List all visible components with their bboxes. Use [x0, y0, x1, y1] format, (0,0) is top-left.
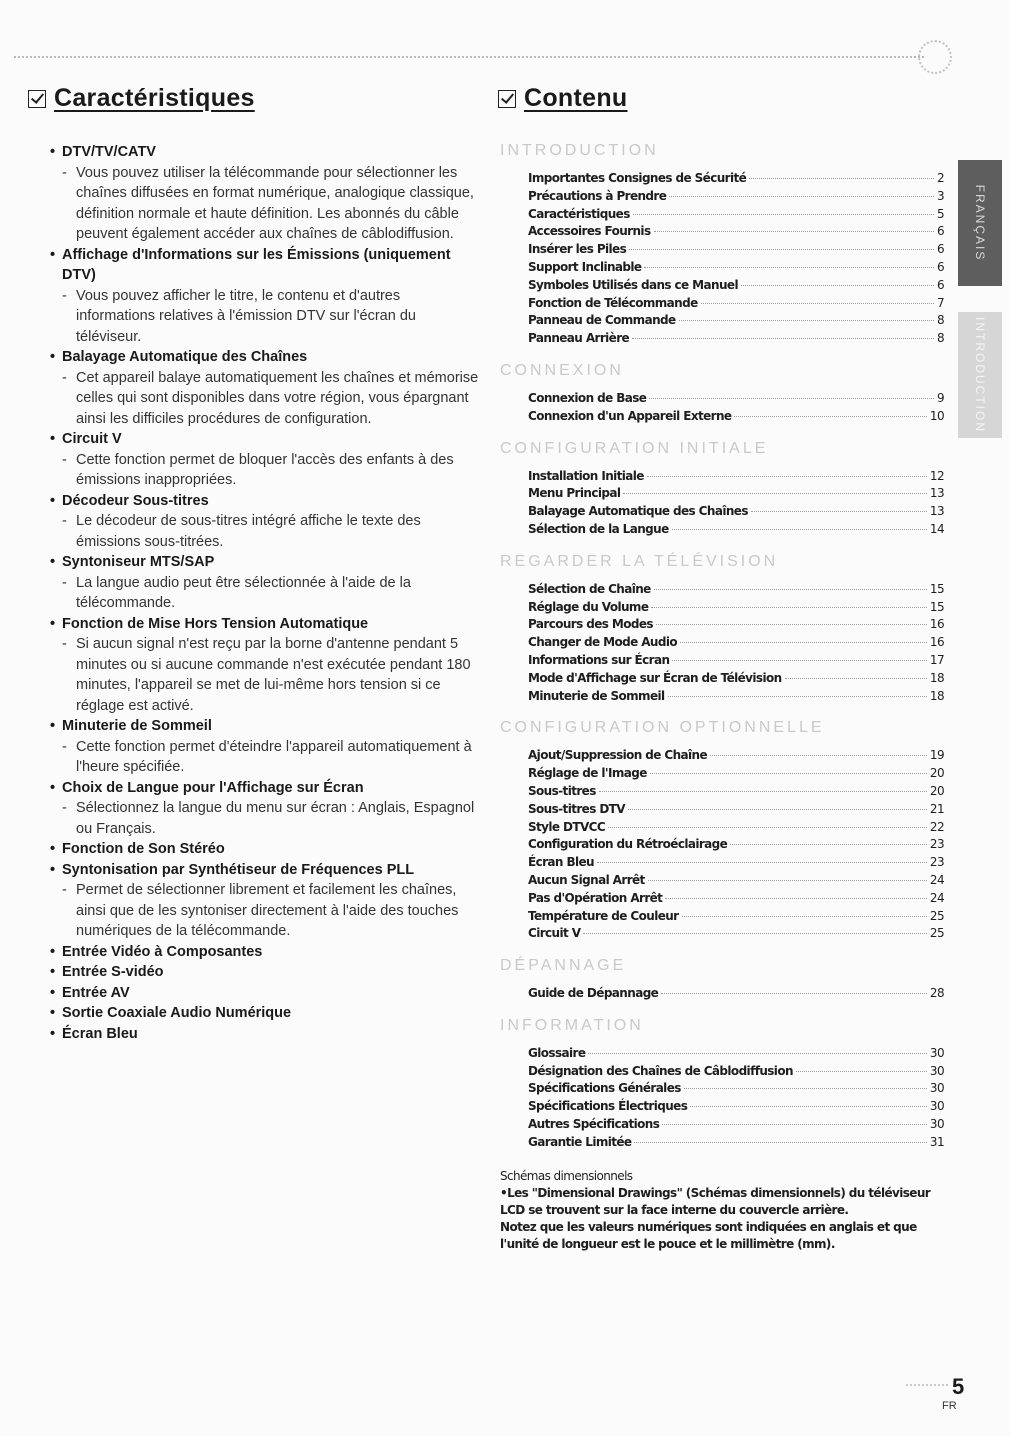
- toc-entry-page: 16: [929, 617, 944, 632]
- toc-leader-dots: [669, 195, 934, 197]
- toc-leader-dots: [796, 1070, 927, 1072]
- feature-item: [50, 839, 480, 860]
- side-tab-language[interactable]: [958, 160, 1002, 286]
- toc-entry[interactable]: [528, 312, 944, 330]
- toc-entry-page: 9: [936, 390, 944, 405]
- feature-item: [50, 552, 480, 614]
- toc-entry-page: 18: [929, 688, 944, 703]
- toc-entry-title: Connexion de Base: [528, 390, 647, 405]
- toc-entry-title: Pas d'Opération Arrêt: [528, 890, 663, 905]
- toc-entry-page: 7: [936, 295, 944, 310]
- toc-entry[interactable]: [528, 259, 944, 277]
- feature-description: - Vous pouvez utiliser la télécommande pour sélectionner les chaînes diffusées en format numérique, analogique classique, définition normale et haute définition. Les abonnés du câble peuvent également accéder aux chaînes de câblodiffusion.: [51, 163, 480, 245]
- toc-entry[interactable]: [528, 765, 944, 783]
- toc-entry-page: 13: [929, 486, 944, 501]
- feature-title: • Choix de Langue pour l'Affichage sur Écran: [50, 778, 480, 799]
- toc-entry-title: Minuterie de Sommeil: [528, 688, 665, 703]
- toc-entry-title: Menu Principal: [528, 486, 621, 501]
- toc-leader-dots: [608, 826, 927, 828]
- toc-entry-page: 6: [936, 277, 944, 292]
- checkbox-icon: [28, 90, 46, 108]
- toc-leader-dots: [661, 992, 927, 994]
- toc-leader-dots: [672, 528, 927, 530]
- toc-leader-dots: [672, 659, 927, 661]
- toc-entry-page: 16: [929, 635, 944, 650]
- toc-entry-title: Sélection de la Langue: [528, 521, 669, 536]
- toc-entry[interactable]: [528, 1045, 944, 1063]
- toc-entry[interactable]: [528, 616, 944, 634]
- side-tab-language-label: FRANÇAIS: [973, 184, 987, 262]
- schemas-line-1: •Les "Dimensional Drawings" (Schémas dimensionnels) du téléviseur LCD se trouvent sur la face interne du couvercle arrière.: [500, 1186, 931, 1217]
- features-list: [50, 142, 480, 1044]
- toc-entry[interactable]: [528, 390, 944, 408]
- toc-entry[interactable]: [528, 581, 944, 599]
- feature-item: [50, 245, 480, 348]
- toc-entry[interactable]: [528, 652, 944, 670]
- toc-leader-dots: [749, 177, 934, 179]
- toc-leader-dots: [751, 510, 927, 512]
- toc-items: [528, 985, 944, 1003]
- toc-entry-page: 22: [929, 819, 944, 834]
- checkbox-icon: [498, 90, 516, 108]
- toc-entry-page: 25: [929, 926, 944, 941]
- toc-entry-page: 24: [929, 890, 944, 905]
- feature-description: - Vous pouvez afficher le titre, le contenu et d'autres informations relatives à l'émission DTV sur l'écran du téléviseur.: [51, 286, 480, 348]
- toc-entry-title: Guide de Dépannage: [528, 986, 659, 1001]
- toc-entry-title: Ajout/Suppression de Chaîne: [528, 748, 708, 763]
- feature-item: [50, 142, 480, 245]
- toc-leader-dots: [623, 492, 927, 494]
- page-number-rule: [906, 1384, 948, 1386]
- toc-leader-dots: [583, 932, 927, 934]
- feature-item: [50, 860, 480, 942]
- toc-entry-page: 15: [929, 581, 944, 596]
- feature-item: [50, 347, 480, 429]
- toc-leader-dots: [651, 606, 927, 608]
- toc-entry-title: Écran Bleu: [528, 855, 594, 870]
- toc-section: [500, 140, 950, 348]
- toc-entry-title: Autres Spécifications: [528, 1117, 660, 1132]
- toc-leader-dots: [633, 213, 934, 215]
- contents-title: Contenu: [524, 84, 628, 112]
- toc-items: [528, 390, 944, 426]
- toc-entry-title: Informations sur Écran: [528, 652, 670, 667]
- toc-entry-title: Changer de Mode Audio: [528, 635, 677, 650]
- toc-leader-dots: [629, 248, 934, 250]
- toc-entry-page: 19: [929, 748, 944, 763]
- toc-entry-page: 20: [929, 783, 944, 798]
- toc-leader-dots: [710, 754, 927, 756]
- toc-leader-dots: [679, 319, 934, 321]
- feature-description: - Cette fonction permet d'éteindre l'appareil automatiquement à l'heure spécifiée.: [51, 737, 480, 778]
- toc-entry[interactable]: [528, 890, 944, 908]
- toc-entry-title: Aucun Signal Arrêt: [528, 872, 645, 887]
- toc-category-heading: CONNEXION: [500, 361, 624, 379]
- toc-category-heading: DÉPANNAGE: [500, 957, 627, 975]
- toc-category-heading: INFORMATION: [500, 1016, 644, 1034]
- toc-entry-page: 2: [936, 171, 944, 185]
- toc-entry-page: 17: [929, 652, 944, 667]
- toc-items: [528, 747, 944, 943]
- toc-entry[interactable]: [528, 295, 944, 313]
- toc-entry-title: Sélection de Chaîne: [528, 581, 651, 596]
- schemas-title: Schémas dimensionnels: [500, 1169, 633, 1183]
- toc-leader-dots: [648, 879, 927, 881]
- toc-items: [528, 1045, 944, 1152]
- toc-category-heading: CONFIGURATION OPTIONNELLE: [500, 719, 825, 737]
- toc-entry-page: 18: [929, 670, 944, 685]
- side-tab-section[interactable]: [958, 312, 1002, 438]
- toc-entry[interactable]: [528, 485, 944, 503]
- side-tab-section-label: INTRODUCTION: [973, 317, 987, 433]
- toc-entry-page: 28: [929, 986, 944, 1001]
- feature-description: - Cet appareil balaye automatiquement les chaînes et mémorise celles qui sont disponibles dans votre région, vous épargnant ainsi les difficiles procédures de configuration.: [51, 368, 480, 430]
- toc-entry-title: Panneau de Commande: [528, 313, 676, 328]
- toc-leader-dots: [634, 1141, 926, 1143]
- feature-item: [50, 1024, 480, 1045]
- top-rule: [14, 56, 924, 58]
- toc-entry-page: 23: [929, 837, 944, 852]
- toc-entry-title: Connexion d'un Appareil Externe: [528, 408, 732, 423]
- toc-leader-dots: [785, 677, 927, 679]
- toc-entry[interactable]: [528, 925, 944, 943]
- toc-entry[interactable]: [528, 503, 944, 521]
- toc-entry-title: Glossaire: [528, 1045, 586, 1060]
- toc-leader-dots: [628, 808, 927, 810]
- toc-entry-page: 30: [929, 1045, 944, 1060]
- toc-entry[interactable]: [528, 330, 944, 348]
- toc-entry[interactable]: [528, 819, 944, 837]
- toc-entry-page: 25: [929, 908, 944, 923]
- toc-leader-dots: [682, 915, 927, 917]
- feature-title: • Fonction de Mise Hors Tension Automatique: [50, 614, 480, 635]
- toc-entry-page: 8: [936, 331, 944, 346]
- toc-entry-page: 3: [936, 188, 944, 203]
- toc-leader-dots: [632, 337, 934, 339]
- toc-entry-page: 30: [929, 1081, 944, 1096]
- toc-entry-title: Température de Couleur: [528, 908, 679, 923]
- feature-title: • Décodeur Sous-titres: [50, 491, 480, 512]
- feature-item: [50, 491, 480, 553]
- toc-section: [500, 551, 950, 706]
- toc-leader-dots: [730, 843, 927, 845]
- feature-title: • Entrée AV: [50, 983, 480, 1004]
- toc-section: [500, 360, 950, 426]
- toc-entry-title: Circuit V: [528, 926, 581, 941]
- feature-description: - Cette fonction permet de bloquer l'accès des enfants à des émissions inappropriées.: [51, 450, 480, 491]
- toc-entry-title: Balayage Automatique des Chaînes: [528, 504, 748, 519]
- toc-entry-title: Réglage du Volume: [528, 599, 649, 614]
- feature-item: [50, 983, 480, 1004]
- feature-item: [50, 962, 480, 983]
- toc-category-heading: INTRODUCTION: [500, 142, 659, 159]
- toc-entry[interactable]: [528, 854, 944, 872]
- toc-entry[interactable]: [528, 188, 944, 206]
- toc-entry-title: Sous-titres DTV: [528, 801, 625, 816]
- feature-item: [50, 778, 480, 840]
- toc-entry[interactable]: [528, 836, 944, 854]
- features-title: Caractéristiques: [54, 84, 255, 112]
- toc-leader-dots: [701, 302, 934, 304]
- toc-entry-title: Accessoires Fournis: [528, 224, 651, 239]
- feature-item: [50, 716, 480, 778]
- feature-title: • Fonction de Son Stéréo: [50, 839, 480, 860]
- toc-leader-dots: [588, 1052, 927, 1054]
- toc-entry-title: Panneau Arrière: [528, 331, 630, 346]
- toc-leader-dots: [741, 284, 934, 286]
- toc-entry-page: 6: [936, 259, 944, 274]
- feature-title: • Minuterie de Sommeil: [50, 716, 480, 737]
- toc-entry-title: Garantie Limitée: [528, 1134, 632, 1149]
- toc-entry[interactable]: [528, 634, 944, 652]
- toc-entry-page: 14: [929, 521, 944, 536]
- toc-entry-title: Sous-titres: [528, 783, 596, 798]
- toc-entry[interactable]: [528, 1063, 944, 1081]
- feature-title: • DTV/TV/CATV: [50, 142, 480, 163]
- toc-leader-dots: [654, 230, 934, 232]
- feature-description: - La langue audio peut être sélectionnée à l'aide de la télécommande.: [51, 573, 480, 614]
- feature-description: - Le décodeur de sous-titres intégré affiche le texte des émissions sous-titrées.: [51, 511, 480, 552]
- toc-entry[interactable]: [528, 1098, 944, 1116]
- toc-entry-page: 23: [929, 855, 944, 870]
- toc-entry-title: Importantes Consignes de Sécurité: [528, 171, 747, 185]
- decorative-circle-icon: [918, 40, 952, 74]
- toc-leader-dots: [654, 588, 927, 590]
- toc-leader-dots: [668, 695, 927, 697]
- feature-item: [50, 1003, 480, 1024]
- toc-items: [528, 581, 944, 706]
- toc-entry-title: Insérer les Piles: [528, 242, 627, 257]
- toc-entry[interactable]: [528, 1116, 944, 1134]
- toc-entry-page: 13: [929, 504, 944, 519]
- toc-entry[interactable]: [528, 277, 944, 295]
- toc-entry-title: Style DTVCC: [528, 819, 606, 834]
- toc-entry[interactable]: [528, 206, 944, 224]
- toc-items: [528, 468, 944, 539]
- feature-title: • Entrée S-vidéo: [50, 962, 480, 983]
- toc-entry-title: Précautions à Prendre: [528, 188, 667, 203]
- feature-title: • Circuit V: [50, 429, 480, 450]
- feature-title: • Entrée Vidéo à Composantes: [50, 942, 480, 963]
- toc-entry[interactable]: [528, 872, 944, 890]
- toc-section: [500, 955, 950, 1003]
- toc-leader-dots: [684, 1087, 927, 1089]
- toc-entry[interactable]: [528, 170, 944, 188]
- toc-entry-page: 12: [929, 468, 944, 483]
- page-language: FR: [942, 1400, 957, 1412]
- toc-entry-page: 5: [936, 206, 944, 221]
- toc-entry-title: Spécifications Générales: [528, 1081, 681, 1096]
- toc-entry[interactable]: [528, 408, 944, 426]
- toc-entry-page: 30: [929, 1117, 944, 1132]
- toc-entry-title: Installation Initiale: [528, 468, 644, 483]
- toc-entry-page: 6: [936, 242, 944, 257]
- toc-leader-dots: [662, 1123, 927, 1125]
- toc-entry[interactable]: [528, 801, 944, 819]
- toc-category-heading: CONFIGURATION INITIALE: [500, 439, 769, 457]
- feature-item: [50, 614, 480, 717]
- feature-description: - Si aucun signal n'est reçu par la borne d'antenne pendant 5 minutes ou si aucune commande n'est exécutée pendant 180 minutes, l'appareil se met de lui-même hors tension si ce réglage est activé.: [51, 634, 480, 716]
- toc-leader-dots: [599, 790, 927, 792]
- toc-leader-dots: [597, 861, 927, 863]
- feature-title: • Balayage Automatique des Chaînes: [50, 347, 480, 368]
- toc-entry-title: Support Inclinable: [528, 259, 642, 274]
- toc-leader-dots: [665, 897, 927, 899]
- toc-entry-title: Spécifications Électriques: [528, 1099, 688, 1114]
- toc-entry[interactable]: [528, 521, 944, 539]
- toc-items: [528, 170, 944, 348]
- toc-entry[interactable]: [528, 908, 944, 926]
- toc-entry-title: Symboles Utilisés dans ce Manuel: [528, 277, 738, 292]
- toc-entry-title: Réglage de l'Image: [528, 766, 647, 781]
- toc-leader-dots: [644, 266, 933, 268]
- toc-entry-page: 21: [929, 801, 944, 816]
- toc-entry-page: 30: [929, 1099, 944, 1114]
- toc-entry[interactable]: [528, 241, 944, 259]
- toc-entry[interactable]: [528, 223, 944, 241]
- toc-leader-dots: [650, 772, 927, 774]
- toc-entry[interactable]: [528, 985, 944, 1003]
- toc-entry[interactable]: [528, 468, 944, 486]
- toc-leader-dots: [656, 623, 927, 625]
- page-number: 5: [952, 1374, 965, 1399]
- schemas-line-2: Notez que les valeurs numériques sont indiquées en anglais et que l'unité de longueur est le pouce et le millimètre (mm).: [500, 1220, 917, 1251]
- toc-entry-page: 20: [929, 766, 944, 781]
- schemas-note: [500, 1168, 950, 1253]
- feature-title: • Écran Bleu: [50, 1024, 480, 1045]
- feature-description: - Permet de sélectionner librement et facilement les chaînes, ainsi que de les syntoniser directement à l'aide des touches numériques de la télécommande.: [51, 880, 480, 942]
- toc-entry[interactable]: [528, 688, 944, 706]
- toc-entry-title: Mode d'Affichage sur Écran de Télévision: [528, 670, 782, 685]
- contents-heading: [498, 84, 627, 113]
- table-of-contents: [500, 140, 950, 1164]
- feature-title: • Syntonisation par Synthétiseur de Fréquences PLL: [50, 860, 480, 881]
- toc-entry-page: 31: [929, 1134, 944, 1149]
- features-heading: [28, 84, 255, 113]
- toc-entry[interactable]: [528, 670, 944, 688]
- toc-leader-dots: [680, 641, 927, 643]
- feature-title: • Syntoniseur MTS/SAP: [50, 552, 480, 573]
- toc-entry[interactable]: [528, 599, 944, 617]
- toc-entry[interactable]: [528, 747, 944, 765]
- toc-section: [500, 1015, 950, 1152]
- feature-description: - Sélectionnez la langue du menu sur écran : Anglais, Espagnol ou Français.: [51, 798, 480, 839]
- toc-section: [500, 438, 950, 539]
- feature-item: [50, 429, 480, 491]
- toc-entry-page: 8: [936, 313, 944, 328]
- toc-leader-dots: [649, 397, 934, 399]
- toc-entry-title: Configuration du Rétroéclairage: [528, 837, 728, 852]
- toc-category-heading: REGARDER LA TÉLÉVISION: [500, 552, 779, 570]
- toc-entry-title: Caractéristiques: [528, 206, 630, 221]
- toc-entry-page: 15: [929, 599, 944, 614]
- toc-entry[interactable]: [528, 1080, 944, 1098]
- toc-entry-page: 10: [929, 408, 944, 423]
- toc-entry-title: Désignation des Chaînes de Câblodiffusion: [528, 1063, 793, 1078]
- toc-entry-page: 24: [929, 872, 944, 887]
- toc-section: [500, 717, 950, 943]
- toc-entry-title: Parcours des Modes: [528, 617, 653, 632]
- feature-item: [50, 942, 480, 963]
- toc-entry-page: 30: [929, 1063, 944, 1078]
- toc-leader-dots: [690, 1105, 927, 1107]
- toc-entry-page: 6: [936, 224, 944, 239]
- toc-leader-dots: [647, 475, 927, 477]
- toc-entry-title: Fonction de Télécommande: [528, 295, 698, 310]
- toc-entry[interactable]: [528, 1134, 944, 1152]
- toc-entry[interactable]: [528, 783, 944, 801]
- toc-leader-dots: [734, 415, 926, 417]
- feature-title: • Sortie Coaxiale Audio Numérique: [50, 1003, 480, 1024]
- feature-title: • Affichage d'Informations sur les Émissions (uniquement DTV): [50, 245, 480, 286]
